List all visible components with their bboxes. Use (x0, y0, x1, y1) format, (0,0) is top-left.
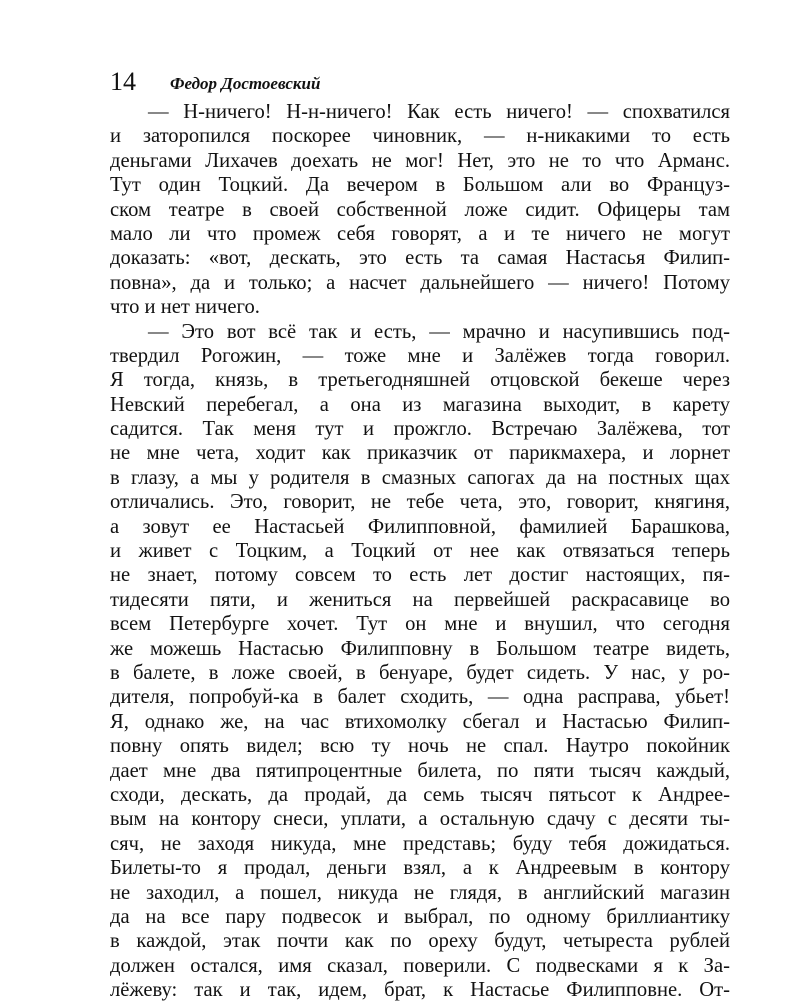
text-line: же можешь Настасью Филипповну в Большом театре видеть, (110, 637, 730, 660)
text-line: Я, однако же, на час втихомолку сбегал и Настасью Филип- (110, 710, 730, 733)
page-header (110, 68, 730, 98)
text-line: что и нет ничего. (110, 296, 260, 319)
text-line: в каждой, этак почти как по ореху будут, четыреста рублей (110, 930, 730, 953)
text-line: и заторопился поскорее чиновник, — н-никакими то есть (110, 125, 730, 148)
text-line: не мне чета, ходит как приказчик от парикмахера, и лорнет (110, 442, 730, 465)
text-line: не знает, потому совсем то есть лет достиг настоящих, пя- (110, 564, 730, 587)
text-line: а зовут ее Настасьей Филипповной, фамилией Барашкова, (110, 515, 730, 538)
text-line: дает мне два пятипроцентные билета, по пяти тысяч каждый, (110, 759, 730, 782)
text-line: мало ли что промеж себя говорят, а и те ничего не могут (110, 222, 730, 245)
text-line: повну опять видел; всю ту ночь не спал. Наутро покойник (110, 735, 730, 758)
text-line: должен остался, имя сказал, поверили. С подвесками я к За- (110, 954, 730, 977)
body-text (110, 100, 730, 1002)
text-line: Билеты-то я продал, деньги взял, а к Андреевым в контору (110, 857, 730, 880)
running-title: Федор Достоевский (170, 74, 321, 93)
text-line: — Это вот всё так и есть, — мрачно и насупившись под- (148, 320, 730, 343)
text-line: — Н-ничего! Н-н-ничего! Как есть ничего! — спохватился (148, 101, 730, 123)
text-line: лёжеву: так и так, идем, брат, к Настасье Филипповне. От- (110, 979, 730, 1002)
text-line: сходи, дескать, да продай, да семь тысяч пятьсот к Андрее- (110, 783, 730, 806)
text-line: вым на контору снеси, уплати, а остальную сдачу с десяти ты- (110, 808, 730, 831)
text-line: не заходил, а пошел, никуда не глядя, в английский магазин (110, 881, 730, 904)
text-line: Я тогда, князь, в третьегодняшней отцовской бекеше через (110, 369, 730, 392)
text-line: и живет с Тоцким, а Тоцкий от нее как отвязаться теперь (110, 540, 730, 563)
text-line: отличались. Это, говорит, не тебе чета, это, говорит, княгиня, (110, 491, 730, 514)
text-line: Тут один Тоцкий. Да вечером в Большом али во Француз- (110, 174, 730, 197)
text-line: в глазу, а мы у родителя в смазных сапогах да на постных щах (110, 466, 730, 489)
text-line: тидесяти пяти, и жениться на первейшей раскрасавице во (110, 588, 730, 611)
text-line: дителя, попробуй-ка в балет сходить, — одна расправа, убьет! (110, 686, 730, 709)
text-line: да на все пару подвесок и выбрал, по одному бриллиантику (110, 905, 730, 928)
page-number: 14 (110, 67, 136, 96)
text-line: в балете, в ложе своей, в бенуаре, будет сидеть. У нас, у ро- (110, 661, 730, 684)
text-line: Невский перебегал, а она из магазина выходит, в карету (110, 393, 730, 416)
text-line: всем Петербурге хочет. Тут он мне и внушил, что сегодня (110, 613, 730, 636)
text-line: сяч, не заходя никуда, мне представь; буду тебя дожидаться. (110, 832, 730, 855)
text-line: повна», да и только; а насчет дальнейшего — ничего! Потому (110, 271, 730, 294)
text-line: твердил Рогожин, — тоже мне и Залёжев тогда говорил. (110, 344, 730, 367)
text-line: деньгами Лихачев доехать не мог! Нет, это не то что Арманс. (110, 149, 730, 172)
text-line: ском театре в своей собственной ложе сидит. Офицеры там (110, 198, 730, 221)
text-line: доказать: «вот, дескать, это есть та самая Настасья Филип- (110, 247, 730, 270)
text-line: садится. Так меня тут и прожгло. Встречаю Залёжева, тот (110, 418, 730, 441)
